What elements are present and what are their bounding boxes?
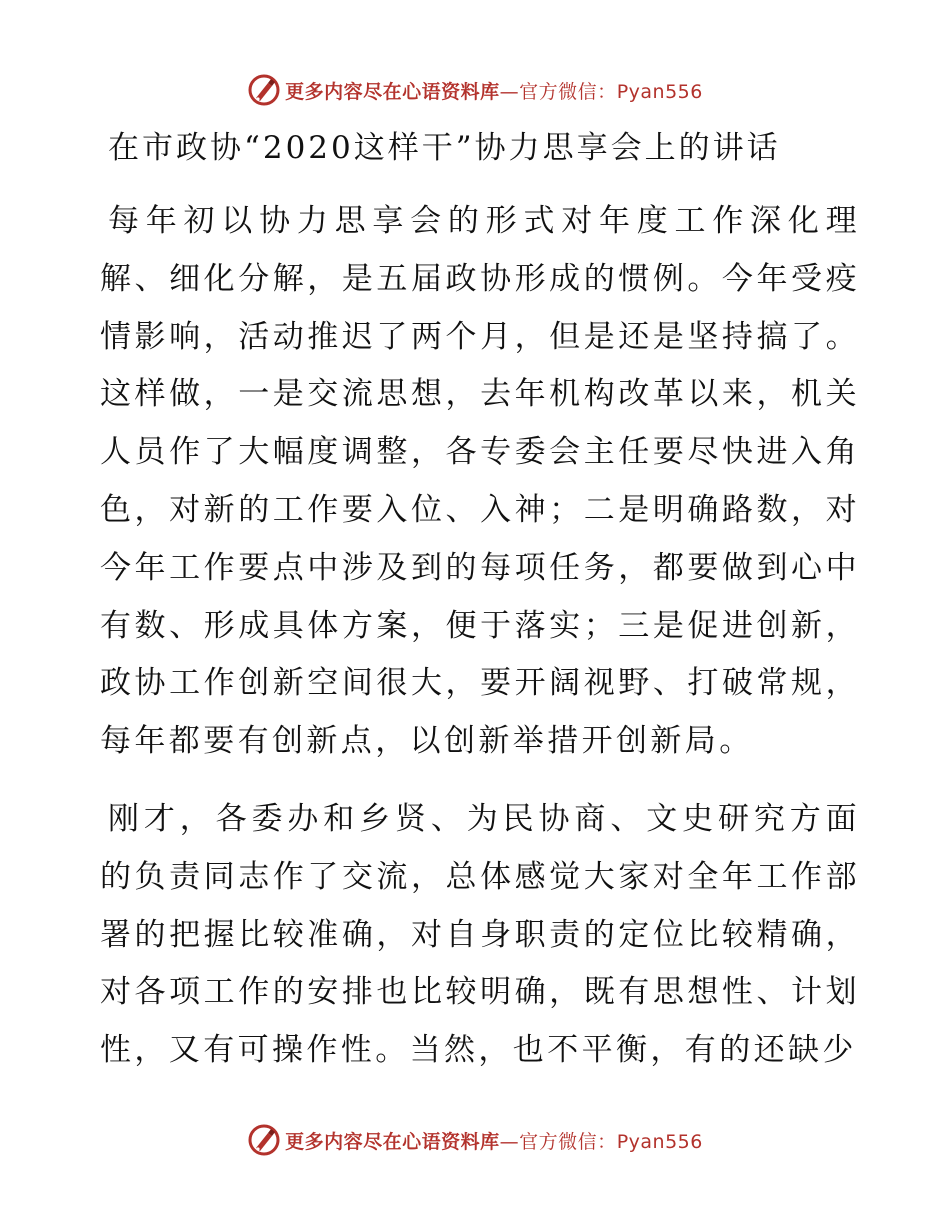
- watermark-separator: —: [499, 1130, 520, 1153]
- pen-circle-logo-icon: [247, 1123, 281, 1157]
- watermark-brand: 更多内容尽在心语资料库: [285, 80, 500, 103]
- document-title: 在市政协“2020这样干”协力思享会上的讲话: [108, 130, 781, 166]
- watermark-separator: —: [499, 80, 520, 103]
- header-watermark: [0, 70, 950, 110]
- watermark-wechat-label: 官方微信：: [519, 1130, 617, 1153]
- watermark-wechat-id: Pyan556: [616, 1130, 703, 1153]
- watermark-wechat-id: Pyan556: [616, 80, 703, 103]
- watermark-brand: 更多内容尽在心语资料库: [285, 1130, 500, 1153]
- watermark-wechat-label: 官方微信：: [519, 80, 617, 103]
- pen-circle-logo-icon: [247, 73, 281, 107]
- footer-watermark: [0, 1120, 950, 1160]
- watermark-text: [285, 1127, 703, 1154]
- watermark-text: [285, 77, 703, 104]
- paragraph-2: 刚才，各委办和乡贤、为民协商、文史研究方面的负责同志作了交流，总体感觉大家对全年工作部署的把握比较准确，对自身职责的定位比较精确，对各项工作的安排也比较明确，既有思想性、计划性，又有可操作性。当然，也不平衡，有的还缺少: [100, 801, 860, 1069]
- paragraph-1: 每年初以协力思享会的形式对年度工作深化理解、细化分解，是五届政协形成的惯例。今年受疫情影响，活动推迟了两个月，但是还是坚持搞了。这样做，一是交流思想，去年机构改革以来，机关人员作了大幅度调整，各专委会主任要尽快进入角色，对新的工作要入位、入神；二是明确路数，对今年工作要点中涉及到的每项任务，都要做到心中有数、形成具体方案，便于落实；三是促进创新，政协工作创新空间很大，要开阔视野、打破常规，每年都要有创新点，以创新举措开创新局。: [100, 203, 860, 760]
